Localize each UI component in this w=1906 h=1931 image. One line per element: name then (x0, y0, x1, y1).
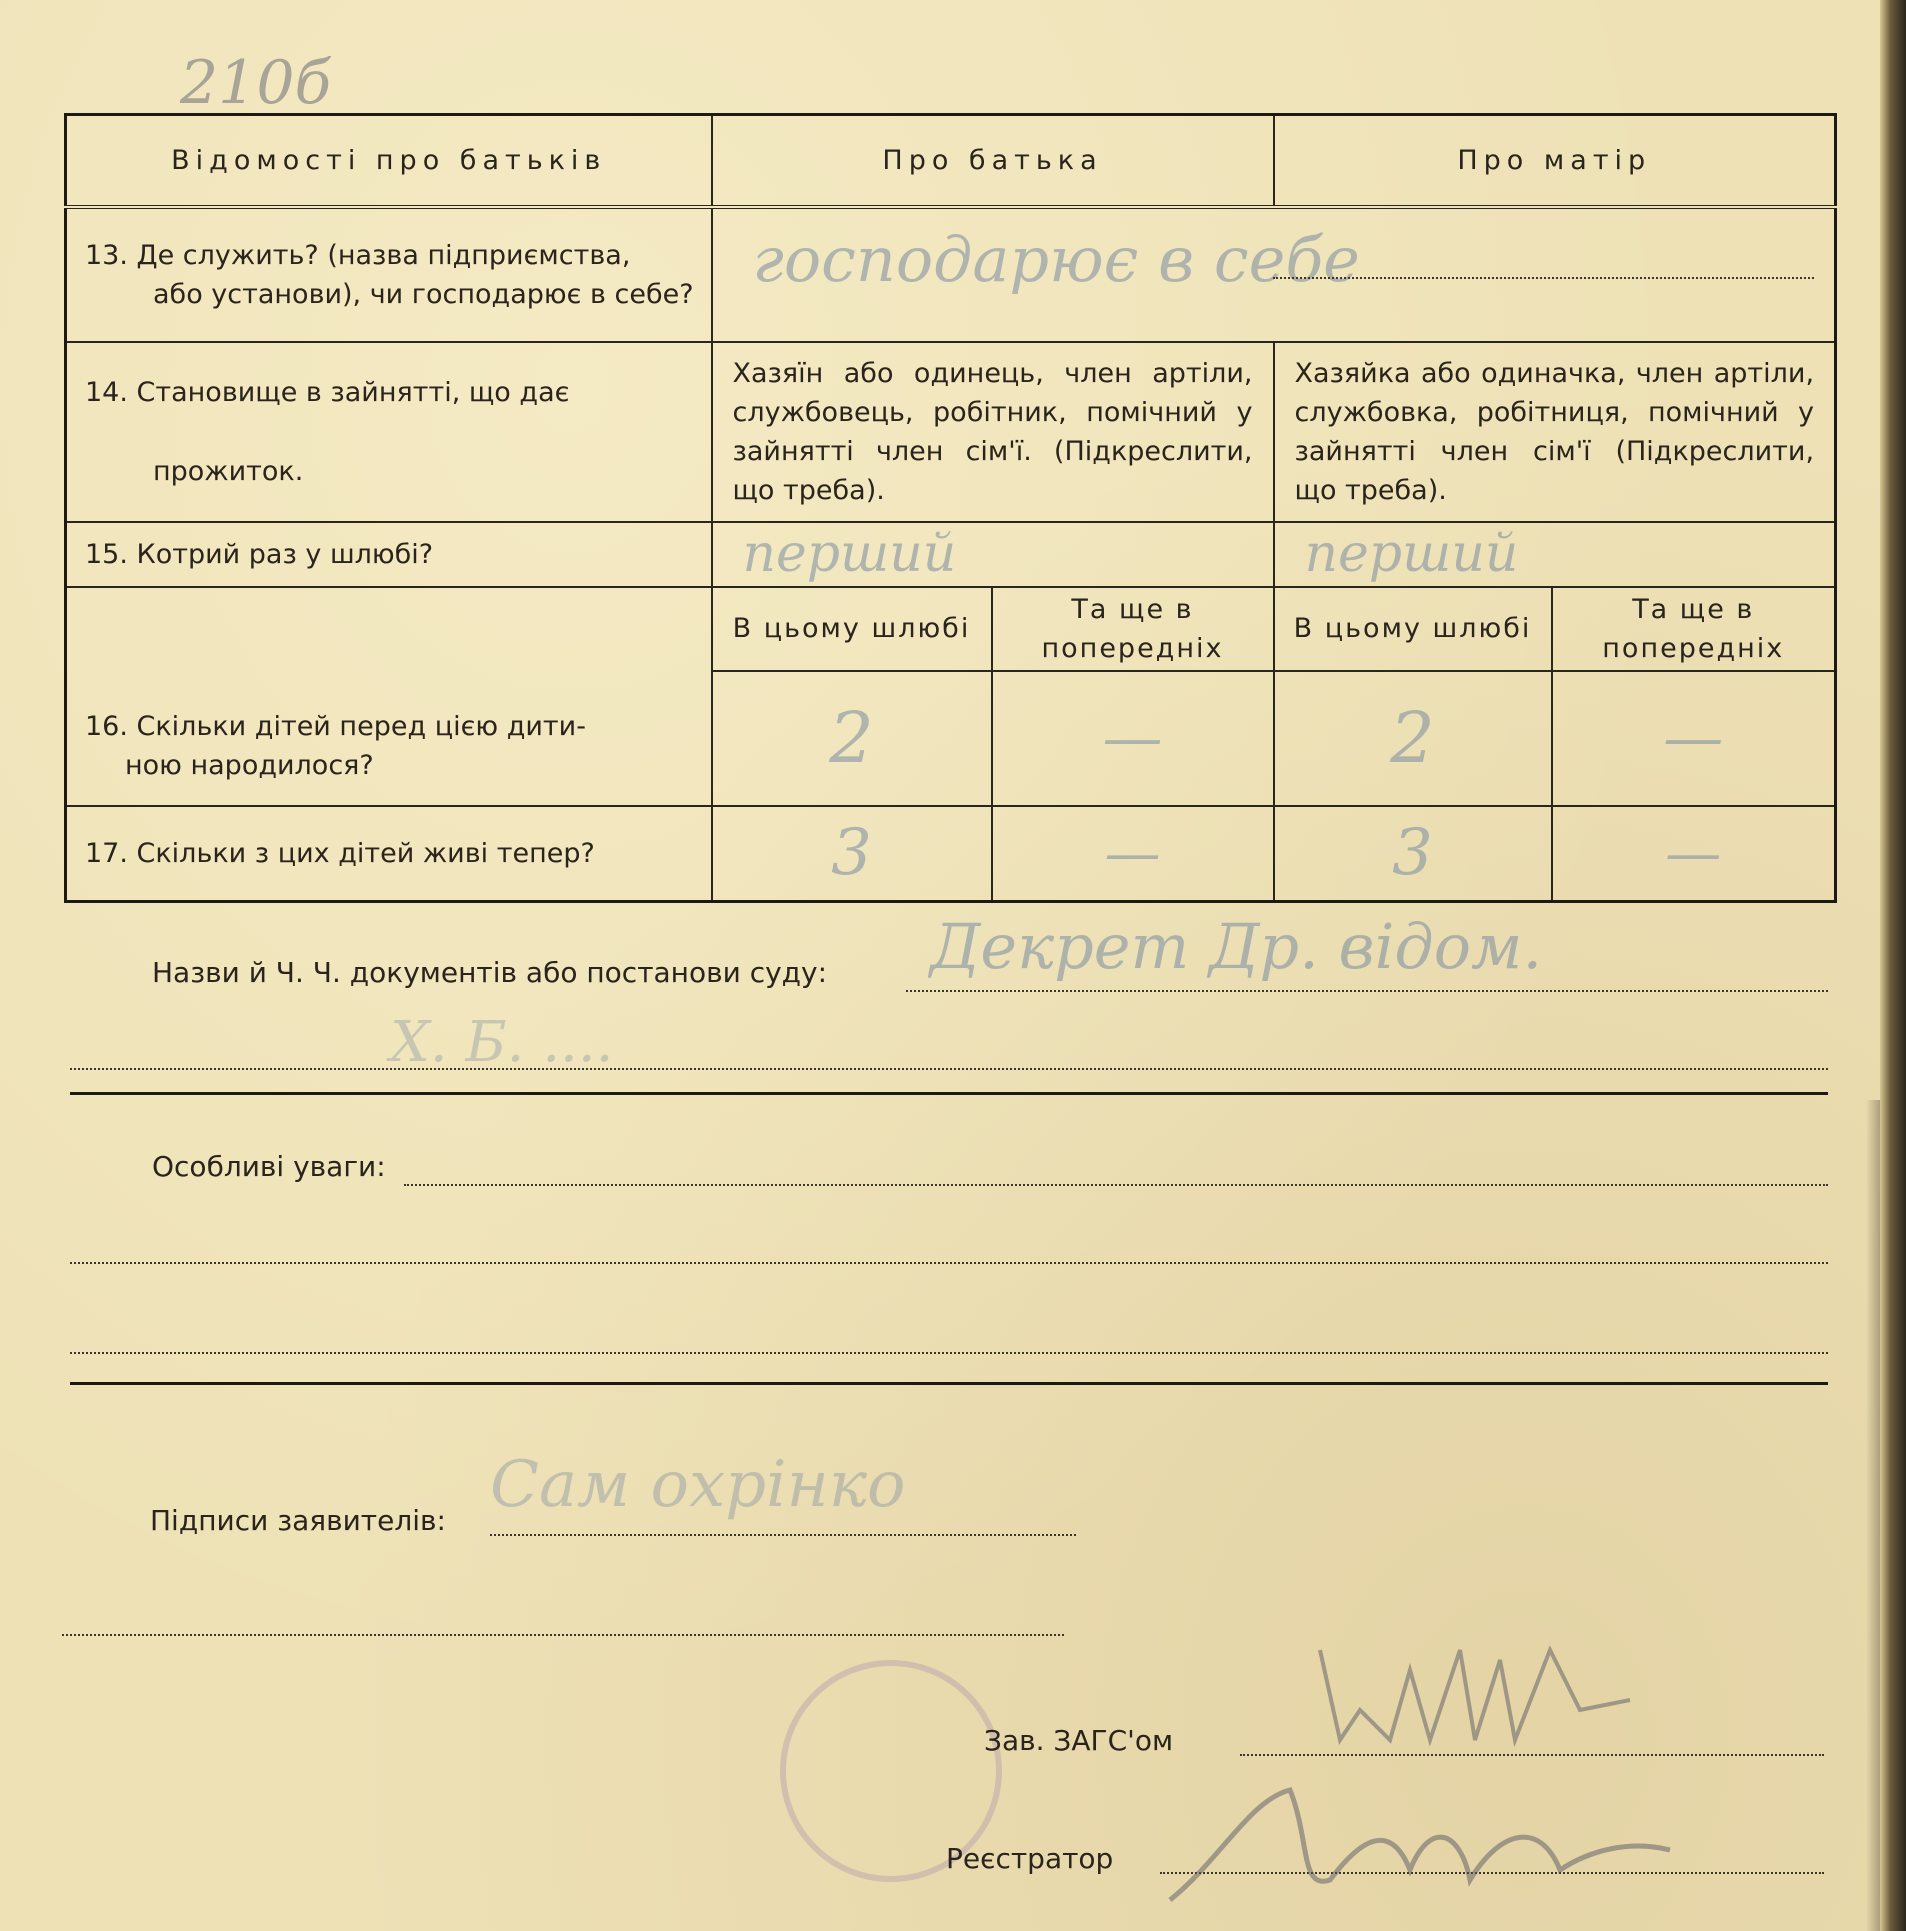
row-q15 (66, 522, 1836, 586)
registrar-signature (1160, 1760, 1680, 1920)
row-q17 (66, 806, 1836, 902)
applicants-signatures-label: Підписи заявителів: (150, 1504, 446, 1537)
q13-question (66, 207, 712, 342)
header-mother: Про матір (1274, 115, 1836, 207)
q16-mother-this (1274, 671, 1552, 806)
remarks-dotted-line-3 (70, 1352, 1828, 1354)
page-shadow (1866, 1100, 1880, 1931)
q14-line1: 14. Становище в зайнятті, що дає (85, 377, 570, 409)
q15-question: 15. Котрий раз у шлюбі? (66, 522, 712, 586)
remarks-dotted-line-2 (70, 1262, 1828, 1264)
q16-father-prev (992, 671, 1274, 806)
remarks-dotted-line-1 (404, 1184, 1828, 1186)
q14-father-options: Хазяїн або одинець, член артіли, службовець, робітник, помічний у зайнятті член сім'ї. (Підкреслити, що треба). (712, 342, 1274, 523)
applicants-handwritten: Сам охрінко (490, 1448, 906, 1522)
q13-answer-cell (712, 207, 1836, 342)
applicants-dotted-line-1 (490, 1534, 1076, 1536)
q17-father-this (712, 806, 992, 902)
documents-label: Назви й Ч. Ч. документів або постанови суду: (152, 956, 828, 989)
sub-father-this-marriage: В цьому шлюбі (712, 587, 992, 671)
q14-mother-options: Хазяйка або одиначка, член артіли, службовка, робітниця, помічний у зайнятті член сім'ї (Підкреслити, що треба). (1274, 342, 1836, 523)
q16-line2: ною народилося? (125, 750, 374, 782)
q13-handwritten-answer: господарює в себе (752, 222, 1360, 296)
documents-handwritten-1: Декрет Др. відом. (930, 910, 1543, 983)
q16-mother-prev (1552, 671, 1836, 806)
row-q13 (66, 207, 1836, 342)
q13-mother-dotted-line (1273, 277, 1815, 279)
q16-question (66, 587, 712, 806)
q17-father-prev-value: — (1104, 820, 1161, 886)
q17-mother-this (1274, 806, 1552, 902)
q17-question: 17. Скільки з цих дітей живі тепер? (66, 806, 712, 902)
q15-father-handwritten: перший (742, 524, 957, 585)
applicants-dotted-line-2 (62, 1634, 1064, 1636)
q14-question (66, 342, 712, 523)
q16-father-prev-value: — (1102, 702, 1163, 773)
q16-mother-prev-value: — (1663, 702, 1724, 773)
q17-father-prev (992, 806, 1274, 902)
zags-head-label: Зав. ЗАГС'ом (984, 1724, 1174, 1757)
q17-mother-prev (1552, 806, 1836, 902)
header-parents-info: Відомості про батьків (66, 115, 712, 207)
row-q14 (66, 342, 1836, 523)
q16-line1: 16. Скільки дітей перед цією дити- (85, 711, 586, 743)
parents-info-table (64, 113, 1837, 903)
q15-father-cell (712, 522, 1274, 586)
zags-head-signature (1300, 1590, 1720, 1780)
q16-father-this (712, 671, 992, 806)
q14-line2: прожиток. (153, 455, 304, 487)
q15-mother-cell (1274, 522, 1836, 586)
q13-line1: 13. Де служить? (назва підприємства, (85, 239, 631, 271)
documents-handwritten-2: Х. Б. .... (390, 1010, 614, 1075)
remarks-section-rule (70, 1382, 1828, 1385)
registrar-label: Реєстратор (946, 1842, 1114, 1875)
pencil-page-mark: 210б (180, 48, 332, 118)
q17-mother-this-value: 3 (1392, 815, 1433, 890)
sub-father-previous: Та ще в попередніх (992, 587, 1274, 671)
q15-mother-handwritten: перший (1304, 524, 1519, 585)
documents-section-rule (70, 1092, 1828, 1095)
sub-mother-this-marriage: В цьому шлюбі (1274, 587, 1552, 671)
documents-dotted-line-1 (906, 990, 1828, 992)
q16-mother-this-value: 2 (1390, 696, 1435, 779)
q13-line2: або установи), чи господарює в себе? (153, 278, 694, 310)
table-header-row (66, 115, 1836, 207)
remarks-label: Особливі уваги: (152, 1150, 386, 1183)
q17-father-this-value: 3 (831, 815, 872, 890)
header-father: Про батька (712, 115, 1274, 207)
torn-right-edge (1880, 0, 1906, 1931)
q17-mother-prev-value: — (1665, 820, 1722, 886)
documents-dotted-line-2 (70, 1068, 1828, 1070)
sub-mother-previous: Та ще в попередніх (1552, 587, 1836, 671)
row-subheaders (66, 587, 1836, 671)
q16-father-this-value: 2 (829, 696, 874, 779)
